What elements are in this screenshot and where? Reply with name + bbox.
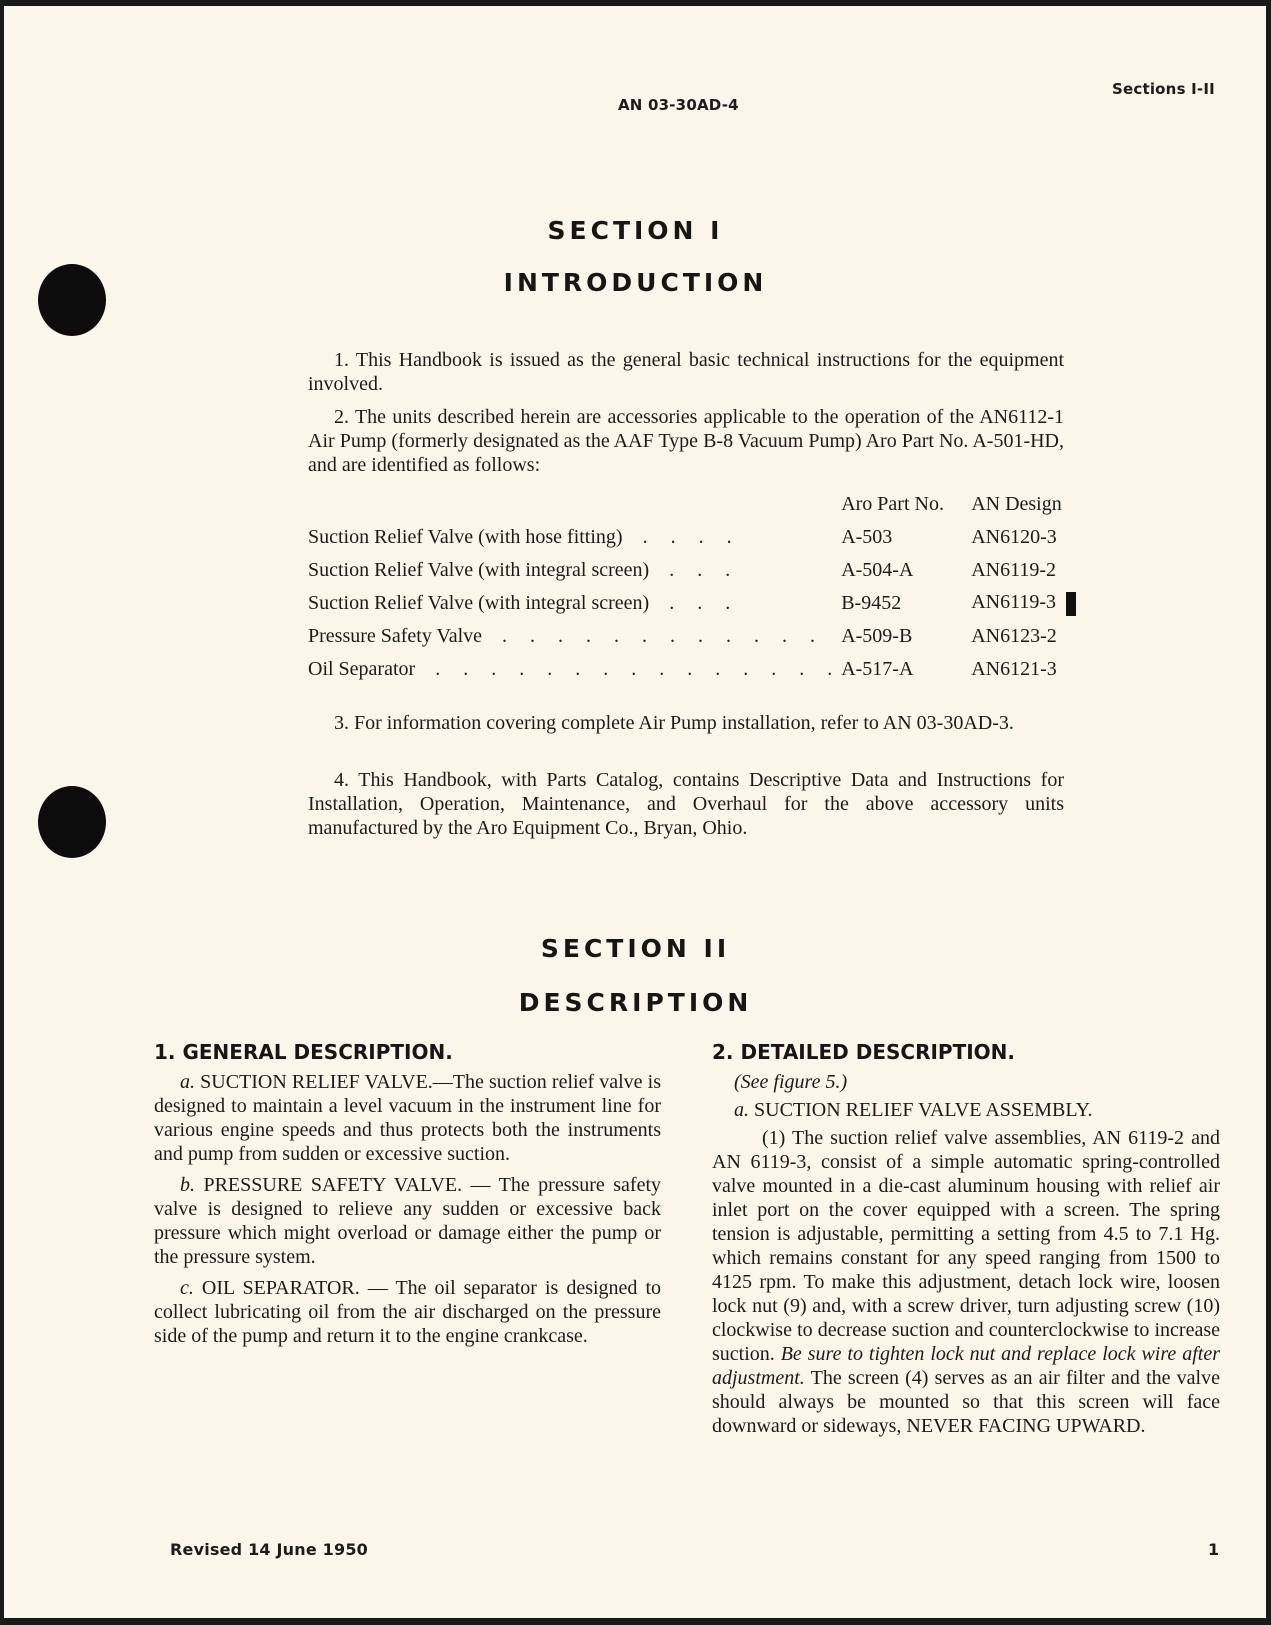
document-number: AN 03-30AD-4 [618,96,739,114]
page-number: 1 [1208,1540,1220,1559]
intro-para-4: 4. This Handbook, with Parts Catalog, contains Descriptive Data and Instructions for Installation, Operation, Maintenance, and Overhaul for the above accessory units manufactured by the Aro Equipment Co., Bryan, Ohio. [308,769,1064,839]
suction-relief-valve-assembly-para: (1) The suction relief valve assemblies, AN 6119-2 and AN 6119-3, consist of a simple automatic spring-controlled valve mounted in a die-cast aluminum housing with relief air inlet port on the cover equipped with a screen. The spring tension is adjustable, permitting a setting from 4.5 to 7.1 Hg. which remains constant for any speed ranging from 1500 to 4125 rpm. To make this adjustment, detach lock wire, loosen lock nut (9) and, with a screw driver, turn adjusting screw (10) clockwise to decrease suction and counterclockwise to increase suction. Be sure to tighten lock nut and replace lock wire after adjustment. The screen (4) serves as an air filter and the valve should always be mounted so that this screen will face downward or sideways, NEVER FACING UPWARD. [712,1127,1220,1437]
intro-para-3: 3. For information covering complete Air Pump installation, refer to AN 03-30AD-3. [334,712,1014,734]
parts-table-header [308,488,1081,521]
table-row: Pressure Safety Valve . . . . . . . . . . . . A-509-B AN6123-2 [308,625,1057,647]
table-row: Suction Relief Valve (with hose fitting) . . . . A-503 AN6120-3 [308,526,1057,548]
section1-number: SECTION I [547,216,724,245]
sections-label: Sections I-II [1112,80,1215,98]
intro-para-1: 1. This Handbook is issued as the general basic technical instructions for the equipment involved. [308,349,1064,395]
section2-title: DESCRIPTION [518,988,753,1017]
table-row: Suction Relief Valve (with integral screen) . . . B-9452 AN6119-3 [308,587,1081,620]
table-row: Suction Relief Valve (with integral screen) . . . A-504-A AN6119-2 [308,559,1056,581]
section2-number: SECTION II [540,934,731,963]
revision-change-bar [1066,592,1076,616]
header-aro-part: Aro Part No. [841,493,944,515]
revision-date: Revised 14 June 1950 [170,1540,369,1559]
item-suction-relief-valve: a. SUCTION RELIEF VALVE.—The suction relief valve is designed to maintain a level vacuum in the instrument line for various engine speeds and thus protects both the instruments and pump from sudden or excessive suction. [154,1071,661,1165]
header-an-design: AN Design [971,493,1062,515]
binder-hole-bottom [38,786,106,858]
parts-table [308,488,1081,686]
detailed-description-heading: 2. DETAILED DESCRIPTION. [712,1040,1015,1064]
see-figure-note: (See figure 5.) [734,1071,848,1093]
general-description-column [154,1070,661,1355]
suction-relief-valve-assembly-heading: a. SUCTION RELIEF VALVE ASSEMBLY. [734,1099,1093,1121]
item-pressure-safety-valve: b. PRESSURE SAFETY VALVE. — The pressure safety valve is designed to relieve any sudden or excessive back pressure which might overload or damage either the pump or the pressure system. [154,1174,661,1268]
table-row: Oil Separator . . . . . . . . . . . . . . . A-517-A AN6121-3 [308,658,1057,680]
section1-title: INTRODUCTION [503,268,768,297]
general-description-heading: 1. GENERAL DESCRIPTION. [154,1040,453,1064]
detailed-description-column [712,1070,1220,1445]
item-oil-separator: c. OIL SEPARATOR. — The oil separator is designed to collect lubricating oil from the air discharged on the pressure side of the pump and return it to the engine crankcase. [154,1277,661,1347]
intro-para-2: 2. The units described herein are accessories applicable to the operation of the AN6112-1 Air Pump (formerly designated as the AAF Type B-8 Vacuum Pump) Aro Part No. A-501-HD, and are identified as follows: [308,406,1064,476]
